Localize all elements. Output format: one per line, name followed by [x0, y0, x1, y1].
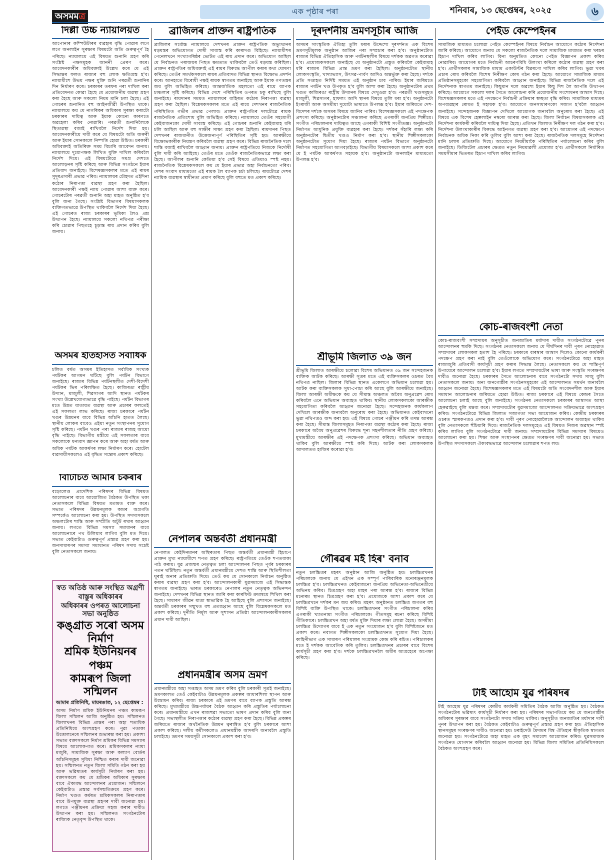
headline: শ্ৰীভূমি জিলাত ৩৯ জন [296, 352, 433, 366]
headline: ব্ৰাজিলৰ প্ৰাক্তন ৰাষ্ট্ৰপতিক [154, 26, 291, 40]
article-body: নেপালত কেইদিনমানৰ অস্থিৰতাৰ পিছত অন্তৰ্বৰ্তী প্ৰধানমন্ত্ৰী হিচাপে প্ৰাক্তন মুখ্য ন্যায়াধীশে শপত গ্ৰহণ কৰিছে। ৰাষ্ট্ৰপতিয়ে তেওঁক শপতবাক্য পাঠ কৰায়। যুৱ প্ৰজন্মৰ নেতৃত্বত চলা আন্দোলনৰ পিছত পূৰ্বৰ চৰকাৰৰ পতন ঘটিছিল। নতুন অন্তৰ্বৰ্তী প্ৰধানমন্ত্ৰীয়ে দেশত শান্তি আৰু স্থিতিশীলতা ঘূৰাই অনাৰ প্ৰতিশ্ৰুতি দিয়ে। তেওঁ কয় যে সোনকালে নিৰ্বাচন অনুষ্ঠিত কৰাৰ ব্যৱস্থা গ্ৰহণ কৰা হ'ব। আন্দোলনকাৰী যুৱসমাজে এই সিদ্ধান্তক স্বাগতম জনাইছে। ভাৰত চৰকাৰেও নেপালৰ নতুন নেতৃত্বক অভিনন্দন জনাইছে। দেশখনৰ বিভিন্ন স্থানত জাৰি কৰা কাৰফিউ ক্ৰমান্বয়ে শিথিল কৰা হৈছে। সাধাৰণ জীৱন যাত্ৰা স্বাভাৱিক হৈ আহিছে বুলি প্ৰশাসনে জনাইছে। অন্তৰ্বৰ্তী চৰকাৰৰ সন্মুখত বহু প্ৰত্যাহ্বান আছে বুলি বিশ্লেষকসকলে মত প্ৰকাশ কৰিছে। দুৰ্নীতি নিৰ্মূল আৰু সুশাসন প্ৰতিষ্ঠা আন্দোলনকাৰীসকলৰ প্ৰধান দাবী আছিল। [154, 551, 291, 623]
article-body: শ্ৰীভূমি জিলাত আৰক্ষীয়ে চলোৱা বিশেষ অভিযানত ৩৯ জন সন্দেহজনক ব্যক্তিক আটক কৰিছে। আৰক্ষী সূত্ৰৰ মতে এই ব্যক্তিসকলৰ ওচৰত বৈধ নথিপত্ৰ নাছিল। জিলাৰ বিভিন্ন স্থানত একেলগে অভিযান চলোৱা হয়। আটক কৰা ব্যক্তিসকলক সুধা-পোচা কৰি আছে বুলি আৰক্ষীয়ে জনাইছে। জিলা আৰক্ষী অধীক্ষকে কয় যে সীমান্ত অঞ্চলত অবৈধ অনুপ্ৰৱেশ ৰোধ কৰিবলৈ এনে অভিযান অব্যাহত থাকিব। স্থানীয় লোকসকলকো আৰক্ষীক সহযোগিতা কৰিবলৈ আহ্বান জনোৱা হৈছে। সন্দেহজনক কাৰ্যকলাপ দেখিলে আৰক্ষীক জনাবলৈ অনুৰোধ কৰা হৈছে। অভিযানত কেইবাখনো ভুৱা নথিপত্ৰও জব্দ কৰা হয়। এই বিষয়ে গোচৰ পঞ্জীয়ন কৰি তদন্ত আৰম্ভ কৰা হৈছে। সীমান্ত জিলাসমূহত নিৰাপত্তা ব্যৱস্থা কঠোৰ কৰা হৈছে। ৰাজ্য চৰকাৰে অবৈধ অনুপ্ৰৱেশৰ বিৰুদ্ধে শূন্য সহনশীলতাৰ নীতি গ্ৰহণ কৰিছে। মুখ্যমন্ত্ৰীয়ে আৰক্ষীৰ এই পদক্ষেপক প্ৰশংসা কৰিছে। অভিযান অব্যাহত থাকিব বুলি আৰক্ষীয়ে স্পষ্ট কৰি দিছে। আটক কৰা লোকসকলক আদালতত হাজিৰ কৰোৱা হ'ব। [296, 369, 433, 453]
article-paid-campaign[interactable] [438, 26, 604, 318]
article-body: অসম নিৰ্মাণ শ্ৰমিক ইউনিয়নৰ পঞ্চম কামৰূপ জিলা সন্মিলন আজি অনুষ্ঠিত হয়। সন্মিলনত জিলাখনৰ বিভিন্ন প্ৰান্তৰ পৰা অহা শতাধিক প্ৰতিনিধিয়ে অংশগ্ৰহণ কৰে। পুৱা পতাকা উত্তোলনেৰে সন্মিলনৰ শুভাৰম্ভ কৰা হয়। প্ৰকাশ্য সভাত বক্তাসকলে নিৰ্মাণ শ্ৰমিকৰ বিভিন্ন সমস্যাৰ বিষয়ে আলোকপাত কৰে। শ্ৰমিকসকলৰ ন্যায্য মজুৰি, সামাজিক সুৰক্ষা আৰু কল্যাণ বোৰ্ডৰ আঁচনিসমূহৰ সুবিধা নিশ্চিত কৰাৰ দাবী জনোৱা হয়। সন্মিলনত নতুন জিলা সমিতি গঠন কৰা হয় আৰু ভৱিষ্যতৰ কাৰ্যসূচী নিৰ্ধাৰণ কৰা হয়। বক্তাসকলে কয় যে শ্ৰমিকৰ অধিকাৰ সুৰক্ষাৰ বাবে ঐক্যবদ্ধ আন্দোলনৰ প্ৰয়োজন। সন্মিলনে কেইবাটাও প্ৰস্তাৱ সৰ্বসন্মতিক্ৰমে গ্ৰহণ কৰে। নিৰ্মাণ খণ্ডত কৰ্মৰত শ্ৰমিকসকলৰ নিৰাপত্তাৰ বাবে উপযুক্ত ব্যৱস্থা গ্ৰহণৰ দাবী জনোৱা হয়। লগতে পঞ্জীয়নৰ প্ৰক্ৰিয়া সহজ কৰাৰ দাবীও উত্থাপন কৰা হয়। সন্মিলনত সংগঠনটোৰ ৰাজ্যিক নেতৃবৃন্দ উপস্থিত থাকে। [56, 709, 146, 823]
article-tai-ahom[interactable] [438, 688, 604, 852]
article-srivumi-district[interactable] [296, 352, 433, 550]
article-body: আপোনাৰ কম্পিউটাৰৰ ব্যৱহাৰ বৃদ্ধি পোৱাৰ লগে লগে অনলাইন সুৰক্ষাৰ বিষয়টো অতি গুৰুত্বপূৰ্ণ হৈ পৰিছে। ন্যায়ালয়ে এই বিষয়ত শুনানি গ্ৰহণ কৰি সংশ্লিষ্ট পক্ষসমূহক জাননী প্ৰেৰণ কৰে। আবেদনকাৰীৰ অধিবক্তাই উল্লেখ কৰে যে এই সিদ্ধান্তৰ ফলত ৰাজ্যৰ বহু লোক ক্ষতিগ্ৰস্ত হ'ব। ন্যায়াধীশে উভয় পক্ষৰ যুক্তি শুনি পৰৱৰ্তী শুনানিৰ দিন নিৰ্ধাৰণ কৰে। চৰকাৰৰ তৰফৰ পৰা দাখিল কৰা প্ৰতিবেদনত কোৱা হৈছে যে প্ৰয়োজনীয় ব্যৱস্থা গ্ৰহণ কৰা হৈছে আৰু সকলো নিয়ম মানি চলা হৈছে। এই গোচৰৰ শুনানিত বহু আইনজীৱী উপস্থিত থাকে। ন্যায়ালয়ে কয় যে নাগৰিকৰ অধিকাৰ সুৰক্ষা কৰাটো চৰকাৰৰ দায়িত্ব আৰু ইয়াক কোনো কাৰণতে অৱহেলা কৰিব নোৱাৰি। পৰৱৰ্তী শুনানিলৈকে স্থিতাৱস্থা বজাই ৰাখিবলৈ নিৰ্দেশ দিয়া হয়। আবেদনকাৰীয়ে দাবী কৰে যে বিষয়টো অতি জৰুৰী আৰু ইয়াৰ সোনকালে নিষ্পত্তি হোৱা উচিত। চৰকাৰী অধিবক্তাই অতিৰিক্ত সময় বিচাৰি আবেদন জনায়। ন্যায়ালয়ে দুয়োপক্ষক লিখিত যুক্তি দাখিল কৰিবলৈ নিৰ্দেশ দিয়ে। এই বিষয়টোৱে সমগ্ৰ দেশতে আলোড়নৰ সৃষ্টি কৰিছে আৰু বিভিন্ন সংগঠনে ইয়াৰ প্ৰতিবাদ জনাইছে। বিশেষজ্ঞসকলৰ মতে এই ৰায়ৰ সুদূৰপ্ৰসাৰী প্ৰভাৱ পৰিব। ন্যায়ালয়ৰ চৌহদত এইদিনা কঠোৰ নিৰাপত্তা ব্যৱস্থা গ্ৰহণ কৰা হৈছিল। আবেদনকাৰী পক্ষই ন্যায় পোৱাৰ আশা ব্যক্ত কৰে। গোচৰটোৰ পৰৱৰ্তী শুনানি অহা মাহত অনুষ্ঠিত হ'ব বুলি জনা গৈছে। সংশ্লিষ্ট বিভাগৰ বিষয়াসকলক ব্যক্তিগতভাৱে উপস্থিত থাকিবলৈ নিৰ্দেশ দিয়া হৈছে। এই গোচৰত ৰাজ্য চৰকাৰৰ ভূমিকা লৈও প্ৰশ্ন উত্থাপন হৈছে। ন্যায়ালয়ে সকলো নথিপত্ৰ পৰীক্ষা কৰি চোৱাৰ পিছতহে চূড়ান্ত ৰায় প্ৰদান কৰিব বুলি জনায়। [52, 42, 149, 235]
kicker-line: অধিকাৰৰ ওপৰত আলোচনা সভা অনুষ্ঠিত [61, 601, 140, 619]
headline: গৌৰৱৰ মই হিৰ' বনাব [296, 554, 433, 568]
header-rule [52, 22, 604, 23]
column-rule [151, 28, 152, 860]
headline: বিটিচিত আমাৰ চকৰাৰ [52, 474, 149, 487]
column-rule [293, 28, 294, 860]
headline: পেইড কেম্পেইনৰ [438, 26, 604, 40]
masthead-prefix: অসমম [55, 12, 79, 22]
headline: দূৰদৰ্শনীয় ভ্ৰমণসূচীৰ আজি [296, 26, 433, 40]
headline: অসমৰ ইতিহাসত সৰ্বাধিক [52, 352, 149, 365]
article-body: টাই আহোম যুৱ পৰিষদৰ কেন্দ্ৰীয় কাৰ্যকৰী সমিতিৰ বৈঠক আজি অনুষ্ঠিত হয়। বৈঠকত সংগঠনটোৰ ভৱিষ্যৎ কাৰ্যসূচী নিৰ্ধাৰণ কৰা হয়। পৰিষদৰ সভাপতিয়ে কয় যে জনগোষ্ঠীৰ অধিকাৰ সুৰক্ষাৰ বাবে সংগঠনটো সদায় সক্ৰিয় থাকিব। অনুসূচীত জনজাতিৰ মৰ্যাদাৰ দাবী পুনৰ উত্থাপন কৰা হয়। বৈঠকত কেইবাটাও গুৰুত্বপূৰ্ণ প্ৰস্তাৱ গ্ৰহণ কৰা হয়। ঐতিহাসিক স্থানসমূহৰ সংৰক্ষণৰ দাবীও জনোৱা হয়। চৰাইদেউ মৈদামৰ বিশ্ব ঐতিহ্যৰ স্বীকৃতিক স্বাগতম জনোৱা হয়। সংগঠনটোৱে অহা মাহত এক বৃহৎ সমাবেশ আয়োজন কৰিব। যুৱসমাজক সংগঠনত যোগদান কৰিবলৈ আহ্বান জনোৱা হয়। বিভিন্ন জিলা সমিতিৰ প্ৰতিনিধিসকলে বৈঠকত অংশগ্ৰহণ কৰে। [438, 705, 604, 753]
page-header [0, 0, 610, 26]
article-brazil-ex-president[interactable] [154, 26, 291, 530]
article-body: সামাজিক মাধ্যমত চলোৱা পেইড কেম্পেইনৰ বিষয়ে নিৰ্বাচন আয়োগে কঠোৰ নিৰ্দেশনা জাৰি কৰিছে। আয়োগে জনায় যে সকলো ৰাজনৈতিক দলে সামাজিক মাধ্যমত কৰা খৰচৰ হিচাপ দাখিল কৰিব লাগিব। বিনা অনুমতিত কোনো পেইড বিজ্ঞাপন প্ৰকাশ কৰিব নোৱাৰিব। আয়োগৰ মতে নিৰ্বাচনী আচৰণবিধি উলংঘা কৰিলে কঠোৰ ব্যৱস্থা গ্ৰহণ কৰা হ'ব। প্ৰাৰ্থীসকলৰ সামাজিক মাধ্যম একাউণ্টৰ বিৱৰণো দাখিল কৰিব লাগিব। ভুৱা খবৰ প্ৰচাৰ ৰোধ কৰিবলৈ বিশেষ নিৰীক্ষণ কোষ গঠন কৰা হৈছে। আয়োগে সামাজিক মাধ্যম প্ৰতিষ্ঠানসমূহকো সহযোগিতা কৰিবলৈ আহ্বান জনাইছে। বিভিন্ন ৰাজনৈতিক দলে এই নিৰ্দেশনাক স্বাগতম জনাইছে। কিছুমান দলে অৱশ্যে ইয়াৰ কিছু দিশ লৈ আপত্তি উত্থাপন কৰিছে। আয়োগে সকলো দলৰ সৈতে আলোচনা কৰি প্ৰয়োজনীয় সংশোধনৰ আশ্বাস দিছে। বিশেষজ্ঞসকলৰ মতে এই পদক্ষেপে নিৰ্বাচনী প্ৰক্ৰিয়াৰ স্বচ্ছতা বৃদ্ধি কৰিব। সামাজিক মাধ্যমৰ অপব্যৱহাৰ ৰোধত ই সহায়ক হ'ব। আয়োগে জনসাধাৰণকো সজাগ হ'বলৈ আহ্বান জনাইছে। সন্দেহজনক বিজ্ঞাপন দেখিলে আয়োগক জনাবলৈ অনুৰোধ কৰা হৈছে। এই বিষয়ে এক বিশেষ হেল্পলাইন নম্বৰো আৰম্ভ কৰা হৈছে। জিলা নিৰ্বাচন বিষয়াসকলক এই নিৰ্দেশনা কাৰ্যকৰী কৰিবলৈ দায়িত্ব দিয়া হৈছে। প্ৰতিখন জিলাত নিৰীক্ষণ দল গঠন কৰা হ'ব। নিৰ্দেশনা উলংঘাকাৰীৰ বিৰুদ্ধে আইনগত ব্যৱস্থা গ্ৰহণ কৰা হ'ব। আয়োগৰ এই পদক্ষেপে নিৰ্বাচনক অধিক নিকা কৰি তুলিব বুলি আশা কৰা হৈছে। ৰাজনৈতিক দলসমূহে নিৰ্দেশনা মানি চলাৰ প্ৰতিশ্ৰুতি দিছে। আয়োগে নিয়মীয়াকৈ পৰিস্থিতিৰ পৰ্যালোচনা কৰিব বুলি জনাইছে। ডিজিটেল প্ৰচাৰৰ ক্ষেত্ৰত নতুন নিয়মাৱলী প্ৰযোজ্য হ'ব। প্ৰাৰ্থীসকলে নিৰ্ধাৰিত সময়সীমাৰ ভিতৰত হিচাপ দাখিল কৰিব লাগিব। [438, 43, 604, 157]
kicker-line: স্বত অতিষ্ঠ আৰু সংস্থিত অগ্ৰণী বাস্তুৰ অধিকাৰৰ [56, 584, 145, 601]
byline: আমাৰ প্ৰতিনিধি, মায়ৰঙাত, ১২ ছেপ্তেম্বৰ : [56, 700, 144, 707]
headline: নেপালৰ অন্তৰ্বৰ্তী প্ৰধানমন্ত্ৰী [154, 534, 291, 548]
headline: টাই আহোম যুৱ পৰিষদৰ [438, 688, 604, 702]
article-body: বড়োলেণ্ড প্ৰাদেশিক পৰিষদৰ বিভিন্ন বিষয়ত আলোচনাৰ বাবে আয়োজিত বৈঠকত উপস্থিত থকা নেতাসকলে বিভিন্ন বিষয়ত মতামত ব্যক্ত কৰে। সভাত পৰিষদৰ উন্নয়নমূলক কামৰ অগ্ৰগতি সম্পৰ্কেও আলোচনা কৰা হয়। উপস্থিত সদস্যসকলে অঞ্চলটোৰ শান্তি আৰু সম্প্ৰীতি অটুট ৰখাৰ আহ্বান জনায়। লগতে বিভিন্ন সমস্যা সমাধানৰ বাবে আলোচনাৰে পথ উলিয়াব লাগিব বুলি মত দিয়ে। সভাত কেইবাটাও গুৰুত্বপূৰ্ণ প্ৰস্তাৱ গ্ৰহণ কৰা হয়। জনসাধাৰণৰ সমস্যা সমাধানত পৰিষদ সদায় সচেষ্ট বুলি নেতাসকলে জনায়। [52, 489, 149, 556]
masthead [52, 4, 100, 22]
article-body: কোচ-ৰাজবংশী সম্প্ৰদায়ৰ অনুসূচীত জনজাতিৰ মৰ্যাদাৰ দাবীত সংগঠনটোৱে পুনৰ আন্দোলনৰ হুমকি দিছে। সংগঠনৰ নেতাসকলে জনায় যে দীৰ্ঘদিনৰ দাবী পূৰণ নোহোৱাত সম্প্ৰদায়ৰ লোকসকল হতাশ হৈ পৰিছে। চৰকাৰে বাৰম্বাৰ আশ্বাস দিলেও কোনো কাৰ্যকৰী পদক্ষেপ গ্ৰহণ কৰা নাই বুলি তেওঁলোকে অভিযোগ কৰে। সংগঠনটোৱে অহা মাহত ৰাজ্যজুৰি প্ৰতিবাদী কাৰ্যসূচী গ্ৰহণ কৰাৰ সিদ্ধান্ত লৈছে। নেতাসকলে কয় যে শান্তিপূৰ্ণ উপায়েৰে আন্দোলন চলোৱা হ'ব। ইয়াৰ লগতে সম্প্ৰদায়টোৰ ভাষা আৰু সংস্কৃতি সংৰক্ষণৰ দাবীও জনোৱা হৈছে। চৰকাৰৰ সৈতে আলোচনাৰ বাবে সংগঠনটো সদায় সাজু বুলি নেতাসকলে জনায়। অন্য জনগোষ্ঠীৰ সংগঠনসমূহকো এই আন্দোলনত সমৰ্থন জনাবলৈ আহ্বান জনোৱা হৈছে। বিশেষজ্ঞসকলৰ মতে এই বিষয়টো অতি সংবেদনশীল আৰু ইয়াৰ সমাধান আলোচনাৰ জৰিয়তে হোৱা উচিত। ৰাজ্য চৰকাৰে এই বিষয়ে কেন্দ্ৰৰ সৈতে আলোচনা চলাই আছে বুলি জনাইছে। সংগঠনৰ নেতাসকলে চৰকাৰৰ আশ্বাসত আস্থা হেৰুৱাইছে বুলি মন্তব্য কৰে। সম্প্ৰদায়টোৰ যুৱসমাজো আন্দোলনত সক্ৰিয়ভাৱে অংশগ্ৰহণ কৰিব। সংগঠনটোৱে বিভিন্ন জিলাত সজাগতা সভা আয়োজন কৰিব। কেন্দ্ৰীয় চৰকাৰৰ ওচৰত স্মাৰকপত্ৰও প্ৰদান কৰা হ'ব। দাবী পূৰণ নোহোৱালৈকে আন্দোলন অব্যাহত থাকিব বুলি নেতাসকলে হুঁচিয়াৰি দিয়ে। ৰাজনৈতিক দলসমূহেও এই বিষয়ত নিজৰ অৱস্থান স্পষ্ট কৰিব লাগিব বুলি সংগঠনটোৱে দাবী জনায়। সম্প্ৰদায়টোৰ বিভিন্ন সমস্যাৰ বিষয়েও আলোচনা কৰা হয়। শিক্ষা আৰু সংস্থাপনৰ ক্ষেত্ৰত সংৰক্ষণৰ দাবী জনোৱা হয়। সভাত উপস্থিত সদস্যসকলে ঐক্যবদ্ধভাৱে আন্দোলন চলোৱাৰ শপত লয়। [438, 339, 604, 447]
column-rule [435, 28, 436, 860]
page-number: ৬ [586, 3, 604, 21]
issue-date: শনিবাৰ, ১৩ ছেপ্তেম্বৰ, ২০২৫ [450, 6, 552, 16]
headline: শ্ৰমিক ইউনিয়নৰ পঞ্চম [64, 645, 137, 672]
article-nepal-pm[interactable] [154, 534, 291, 666]
article-body: প্ৰধানমন্ত্ৰীয়ে অহা সপ্তাহত অসম ভ্ৰমণ কৰিব বুলি চৰকাৰী সূত্ৰই জনাইছে। ভ্ৰমণকালত তেওঁ কেইবাটাও উন্নয়নমূলক প্ৰকল্পৰ আধাৰশিলা স্থাপন আৰু উদ্বোধন কৰিব। ৰাজ্য চৰকাৰে এই ভ্ৰমণৰ বাবে ব্যাপক প্ৰস্তুতি আৰম্ভ কৰিছে। মুখ্যমন্ত্ৰীয়ে উচ্চপৰ্যায়ৰ বৈঠক আহ্বান কৰি প্ৰস্তুতিৰ পৰ্যালোচনা কৰে। প্ৰধানমন্ত্ৰীয়ে এখন ৰাজহুৱা সভাতো ভাষণ প্ৰদান কৰিব বুলি জনা গৈছে। সভাস্থলীত নিৰাপত্তাৰ কঠোৰ ব্যৱস্থা গ্ৰহণ কৰা হৈছে। বিভিন্ন প্ৰকল্পৰ জৰিয়তে ৰাজ্যৰ অৰ্থনৈতিক উন্নয়ন ত্বৰান্বিত হ'ব বুলি চৰকাৰে আশা প্ৰকাশ কৰিছে। দলীয় কৰ্মীসকলেও প্ৰধানমন্ত্ৰীক আদৰণি জনাবলৈ প্ৰস্তুতি চলাইছে। ভ্ৰমণৰ সময়সূচী সোনকালে প্ৰকাশ কৰা হ'ব। [154, 687, 291, 741]
headline: প্ৰধানমন্ত্ৰীৰ অসম ভ্ৰমণ [154, 670, 291, 684]
article-body: চলিত বৰ্ষত অসমৰ ইতিহাসত সৰ্বাধিক সংখ্যক পৰ্যটকৰ আগমন ঘটিছে বুলি পৰ্যটন বিভাগে জনাইছে। ৰাজ্যৰ বিভিন্ন পৰ্যটনস্থলীত দেশী-বিদেশী পৰ্যটকৰ ভিৰ পৰিলক্ষিত হৈছে। কাজিৰঙা ৰাষ্ট্ৰীয় উদ্যান, মাজুলী, শিৱসাগৰ আদি স্থানত পৰ্যটকৰ সংখ্যা উল্লেখযোগ্যভাৱে বৃদ্ধি পাইছে। পৰ্যটন বিভাগৰ মতে উন্নত যাতায়ত ব্যৱস্থা আৰু প্ৰচাৰৰ ফলতেই এই সফলতা লাভ কৰিছে। ৰাজ্য চৰকাৰে পৰ্যটন খণ্ডৰ উন্নয়নৰ বাবে বিভিন্ন আঁচনি হাতত লৈছে। স্থানীয় লোকৰ বাবেও এইয়া নতুন সংস্থাপনৰ সুযোগ সৃষ্টি কৰিছে। পৰ্যটন খণ্ডৰ পৰা ৰাজ্যৰ ৰাজহ আয়ো বৃদ্ধি পাইছে। বিভাগীয় মন্ত্ৰীয়ে এই সফলতাৰ বাবে সকলোকে ধন্যবাদ জ্ঞাপন কৰে আৰু অহা বৰ্ষত আৰু অধিক পৰ্যটক আকৰ্ষণৰ লক্ষ্য নিৰ্ধাৰণ কৰে। হোটেল ব্যৱসায়ীসকলেও এই বৃদ্ধিত সন্তোষ প্ৰকাশ কৰিছে। [52, 367, 149, 458]
article-pm-assam-visit[interactable] [154, 670, 291, 852]
article-body: অসমৰ সাংস্কৃতিক ঐতিহ্য তুলি ধৰাৰ উদ্দেশ্যে দূৰদৰ্শনত এক বিশেষ ভ্ৰমণসূচীমূলক অনুষ্ঠান আজিৰ পৰা সম্প্ৰচাৰ কৰা হ'ব। অনুষ্ঠানটোত ৰাজ্যৰ বিভিন্ন ঐতিহাসিক আৰু পৰ্যটনস্থলীৰ বিষয়ে দৰ্শকক অৱগত কৰোৱা হ'ব। প্ৰযোজকসকলে জনাইছে যে অনুষ্ঠানটো প্ৰস্তুত কৰিবলৈ কেইবামাহ ধৰি ৰাজ্যৰ বিভিন্ন প্ৰান্ত ভ্ৰমণ কৰা হৈছিল। অনুষ্ঠানটোত স্থানীয় লোকসংস্কৃতি, খাদ্যাভ্যাস, উৎসৱ-পাৰ্বণ আদিও অন্তৰ্ভুক্ত কৰা হৈছে। দৰ্শকে প্ৰতি সপ্তাহত নিৰ্দিষ্ট সময়ত এই অনুষ্ঠান চাব পাৰিব। ইয়াৰ জৰিয়তে ৰাজ্যৰ পৰ্যটন খণ্ড উপকৃত হ'ব বুলি আশা কৰা হৈছে। অনুষ্ঠানটোৰ প্ৰথম খণ্ডত কাজিৰঙা ৰাষ্ট্ৰীয় উদ্যানৰ বিষয়ে দেখুওৱা হ'ব। পৰৱৰ্তী খণ্ডসমূহত মাজুলী, শিৱসাগৰ, হাফলং আদি স্থানৰ বিষয়ে তুলি ধৰা হ'ব। অনুষ্ঠানটো ইংৰাজী আৰু অসমীয়া দুয়োটা ভাষাতে উপলব্ধ হ'ব। ইয়াৰ জৰিয়তে দেশ-বিদেশৰ দৰ্শকে অসমৰ বিষয়ে জানিব পাৰিব। বিশেষজ্ঞসকলে এই পদক্ষেপক প্ৰশংসা কৰিছে। অনুষ্ঠানটোৰ সঞ্চালনা কৰিছে এগৰাকী জনপ্ৰিয় শিল্পীয়ে। সংগীত পৰিচালনাৰ দায়িত্বত আছে এগৰাকী বিশিষ্ট সংগীতজ্ঞ। অনুষ্ঠানটো নিৰ্মাণত আধুনিক প্ৰযুক্তি ব্যৱহাৰ কৰা হৈছে। দৰ্শকৰ সঁহাৰি লক্ষ্য কৰি অনুষ্ঠানটোৰ দ্বিতীয় খণ্ডও নিৰ্মাণ কৰা হ'ব। স্থানীয় শিল্পীসকলকো অনুষ্ঠানটোত সুযোগ দিয়া হৈছে। ৰাজ্যৰ পৰ্যটন বিভাগে অনুষ্ঠানটো নিৰ্মাণত সহযোগিতা আগবঢ়াইছে। বিভাগীয় বিষয়াসকলে আশা প্ৰকাশ কৰে যে ই পৰ্যটক আকৰ্ষণত সহায়ক হ'ব। অনুষ্ঠানটো অনলাইন মাধ্যমতো উপলব্ধ হ'ব। [296, 43, 433, 163]
continued-band: এক পৃষ্ঠাৰ পৰা [200, 5, 430, 19]
masthead-accent: ত্ৰ [78, 12, 86, 22]
article-body: নতুন চলচ্চিত্ৰৰ মহৰৎ অনুষ্ঠান আজি অনুষ্ঠিত হয়। চলচ্চিত্ৰখনৰ পৰিচালকে জনায় যে এইখন এক সম্পূৰ্ণ পাৰিবাৰিক মনোৰঞ্জনমূলক চলচ্চিত্ৰ হ'ব। চলচ্চিত্ৰখনত কেইবাজনো জনপ্ৰিয় অভিনেতা-অভিনেত্ৰীয়ে অভিনয় কৰিব। চিত্ৰগ্ৰহণ অহা মাহৰ পৰা আৰম্ভ হ'ব। ৰাজ্যৰ বিভিন্ন মনোৰম স্থানত চিত্ৰগ্ৰহণ কৰা হ'ব। প্ৰযোজকে আশা প্ৰকাশ কৰে যে চলচ্চিত্ৰখনে দৰ্শকৰ মন জয় কৰিব। মহৰৎ অনুষ্ঠানত চলচ্চিত্ৰ জগতৰ বহু বিশিষ্ট ব্যক্তি উপস্থিত থাকে। চলচ্চিত্ৰখনৰ সংগীত পৰিচালনা কৰিব এগৰাকী খ্যাতনামা সংগীত পৰিচালকে। গীতসমূহ ৰচনা কৰিছে বিশিষ্ট গীতিকাৰে। চলচ্চিত্ৰখন অহা বৰ্ষত মুক্তি দিয়াৰ লক্ষ্য লোৱা হৈছে। অসমীয়া চলচ্চিত্ৰ উদ্যোগৰ বাবে ই এক নতুন সংযোজন হ'ব বুলি বিশিষ্টজনে মত প্ৰকাশ কৰে। নবাগত শিল্পীসকলকো চলচ্চিত্ৰখনত সুযোগ দিয়া হৈছে। কাহিনীভাগ এক সাধাৰণ পৰিয়ালৰ সংগ্ৰামক কেন্দ্ৰ কৰি ৰচিত। পৰিচালকৰ মতে ই দৰ্শকক আবেগিক কৰি তুলিব। চলচ্চিত্ৰখনৰ প্ৰচাৰৰ বাবে বিশেষ কাৰ্যসূচী গ্ৰহণ কৰা হ'ব। দৰ্শকে চলচ্চিত্ৰখনলৈ অধীৰ আগ্ৰহেৰে অপেক্ষা কৰিছে। [296, 571, 433, 661]
headline: কোচ-ৰাজবংশী নেতা [438, 322, 604, 336]
article-doordarshan[interactable] [296, 26, 433, 348]
article-delhi-high-court[interactable] [52, 26, 149, 348]
article-assam-history[interactable] [52, 352, 149, 470]
article-body: ব্ৰাজিলৰ সৰ্বোচ্চ ন্যায়ালয়ে দেশখনৰ প্ৰাক্তন ৰাষ্ট্ৰপতিক অভ্যুত্থানৰ ষড়যন্ত্ৰৰ অভিযোগত দোষী সাব্যস্ত কৰি কাৰাদণ্ড বিহিছে। ন্যায়াধীশৰ পেনেলখনে সংখ্যাগৰিষ্ঠৰ ভোটত এই ৰায় প্ৰদান কৰে। অভিযোগ আছিল যে নিৰ্বাচনত পৰাজয়ৰ পিছত ক্ষমতাত থাকিবলৈ তেওঁ ষড়যন্ত্ৰ কৰিছিল। প্ৰাক্তন ৰাষ্ট্ৰপতিৰ অধিবক্তাই এই ৰায়ৰ বিৰুদ্ধে আপীল কৰাৰ কথা ঘোষণা কৰিছে। তেওঁৰ সমৰ্থকসকলে ৰায়ৰ প্ৰতিবাদত বিভিন্ন স্থানত বিক্ষোভ প্ৰদৰ্শন কৰে। আনহাতে বিৰোধী পক্ষই ৰায়ক স্বাগতম জনাইছে আৰু ইয়াক গণতন্ত্ৰৰ জয় বুলি অভিহিত কৰিছে। আন্তৰ্জাতিক মহলতো এই ৰায়ে ব্যাপক চাঞ্চল্যৰ সৃষ্টি কৰিছে। বিভিন্ন দেশে পৰিস্থিতিৰ ওপৰত চকু ৰাখিছে বুলি জনাইছে। ৰায়দানৰ সময়ত ন্যায়ালয়ৰ বাহিৰত কঠোৰ নিৰাপত্তা ব্যৱস্থা গ্ৰহণ কৰা হৈছিল। বিশ্লেষকসকলৰ মতে এই ৰায়ে দেশখনৰ ৰাজনৈতিক পৰিস্থিতিত গভীৰ প্ৰভাৱ পেলাব। প্ৰাক্তন ৰাষ্ট্ৰপতিৰ দলটোৱে ৰায়ক ৰাজনৈতিক প্ৰতিশোধ বুলি অভিহিত কৰিছে। ন্যায়ালয়ে তেওঁৰ সহযোগী কেইবাজনকো দোষী সাব্যস্ত কৰিছে। এই গোচৰৰ শুনানি কেইবামাহ ধৰি চলি আছিল আৰু বহু সাক্ষীৰ সাক্ষ্য গ্ৰহণ কৰা হৈছিল। ৰায়দানৰ পিছত দেশখনৰ ৰাজধানীত উত্তেজনাপূৰ্ণ পৰিস্থিতিৰ সৃষ্টি হয়। আৰক্ষীয়ে বিক্ষোভকাৰীক নিয়ন্ত্ৰণ কৰিবলৈ ব্যৱস্থা গ্ৰহণ কৰে। বিভিন্ন ৰাজনৈতিক দলে শান্তি বজাই ৰাখিবলৈ আহ্বান জনায়। প্ৰাক্তন ৰাষ্ট্ৰপতিয়ে নিজকে নিৰ্দোষী বুলি দাবী কৰি আহিছে। তেওঁৰ মতে তেওঁক ৰাজনৈতিকভাৱে লক্ষ্য কৰা হৈছে। আপীলৰ শুনানি কেতিয়া হ'ব সেই বিষয়ে এতিয়াও স্পষ্ট নহয়। ৰাজনৈতিক বিশ্লেষকসকলে কয় যে ইয়াৰ প্ৰভাৱ অহা নিৰ্বাচনতো পৰিব। দেশৰ সংবাদ মাধ্যমতো এই ৰায়ক লৈ ব্যাপক চৰ্চা চলিছে। ৰায়টোৱে দেশৰ ন্যায়িক ব্যৱস্থাৰ স্বাধীনতা প্ৰমাণ কৰিছে বুলি বহুতে মত প্ৰকাশ কৰিছে। [154, 43, 291, 182]
headline: কঙ্গ্ৰাত সৰো অসম নিৰ্মাণ [56, 619, 145, 646]
article-gourab-hero[interactable] [296, 554, 433, 852]
article-koch-rajbongshi[interactable] [438, 322, 604, 684]
headline: দিল্লী উচ্চ ন্যায়ালয়ত [52, 26, 149, 39]
headline: কামৰূপ জিলা সন্মিলন [70, 671, 131, 698]
article-boxed-workers-union[interactable] [52, 580, 149, 852]
article-btc[interactable] [52, 474, 149, 576]
